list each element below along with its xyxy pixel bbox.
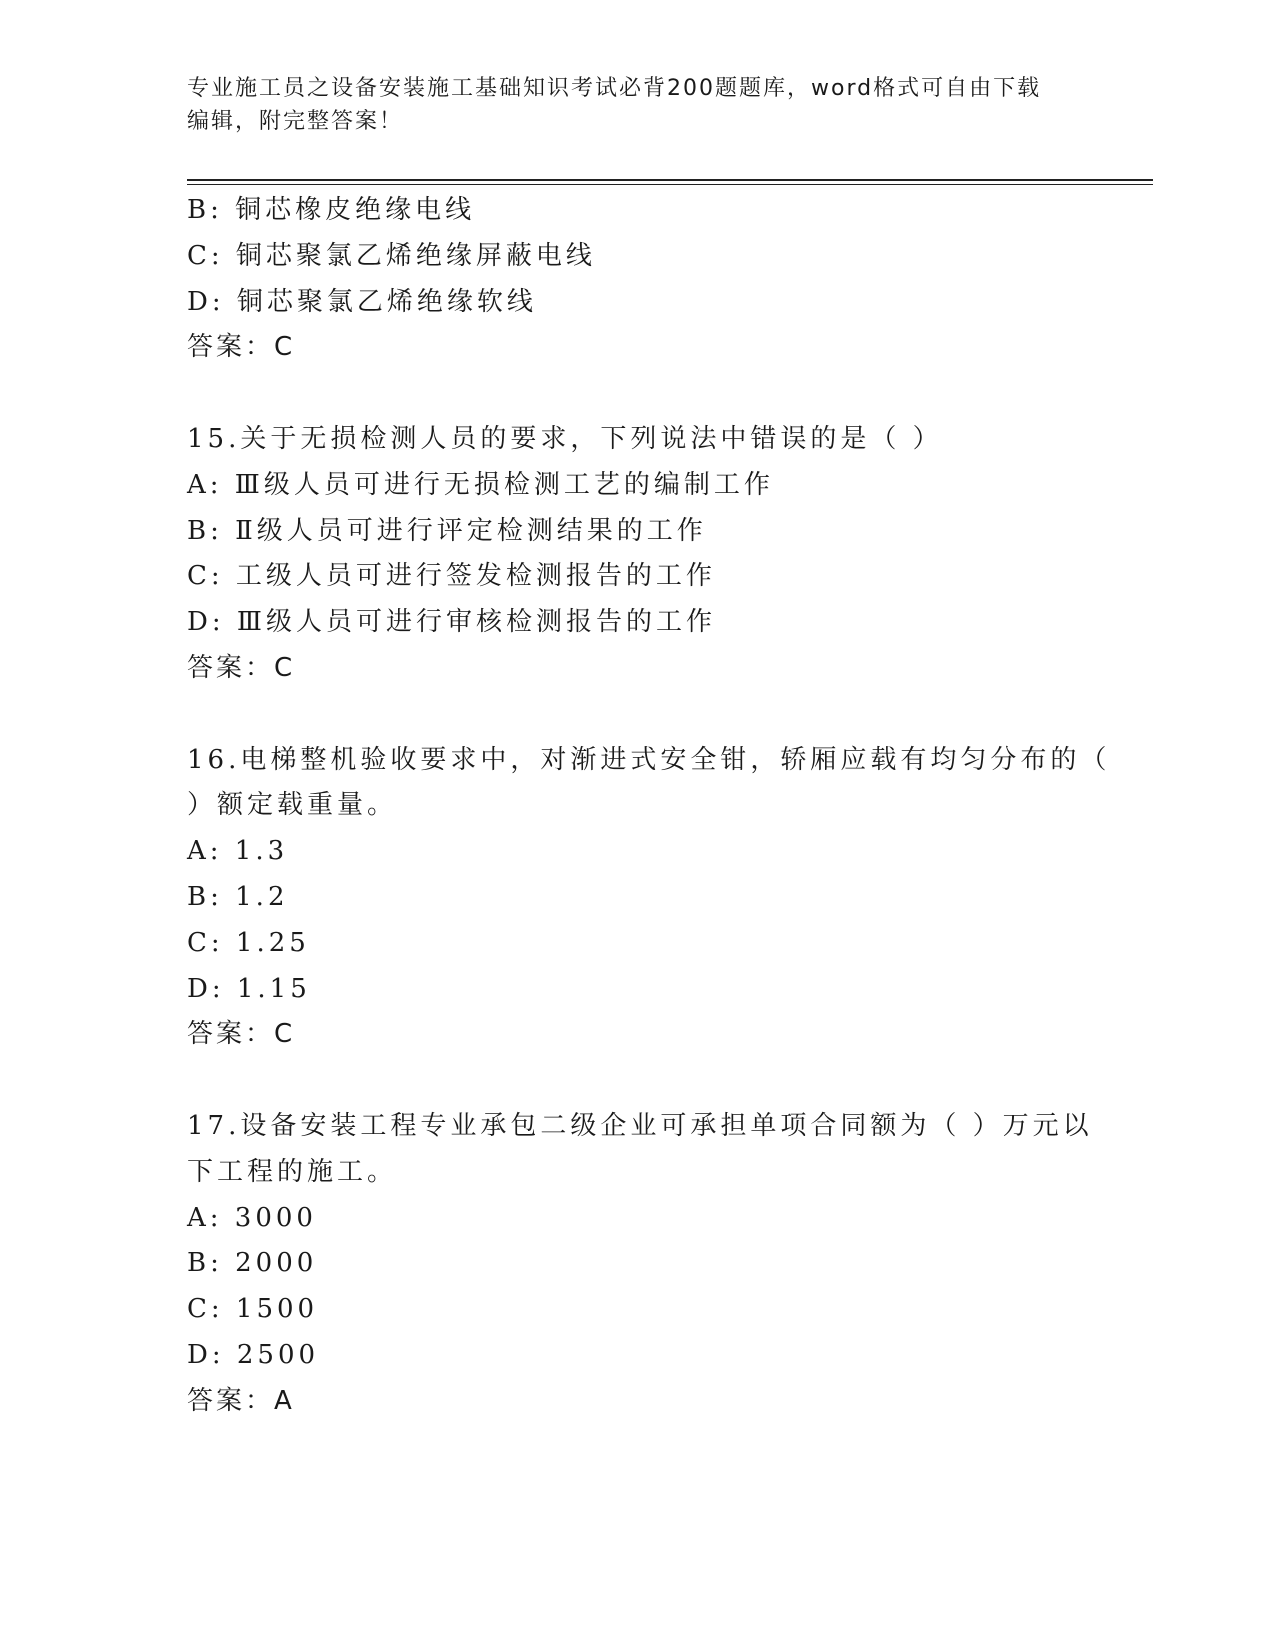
option-b: B: Ⅱ级人员可进行评定检测结果的工作: [187, 515, 707, 546]
option-d: D: 1.15: [187, 973, 311, 1004]
question-stem: 15.关于无损检测人员的要求，下列说法中错误的是（ ）: [187, 423, 943, 454]
question-17: [187, 1104, 1093, 1425]
spacer: [187, 371, 1087, 417]
option-b: B: 铜芯橡皮绝缘电线: [187, 195, 476, 225]
option-b: B: 2000: [187, 1248, 318, 1279]
option-b: B: 1.2: [187, 881, 289, 912]
answer: 答案：C: [187, 652, 296, 683]
option-d: D: 铜芯聚氯乙烯绝缘软线: [187, 286, 537, 317]
question-stem-line-2: ）额定载重量。: [187, 790, 398, 821]
question-stem-line-2: 下工程的施工。: [187, 1156, 398, 1187]
question-list: [187, 188, 1111, 1425]
option-c: C: 1.25: [187, 927, 310, 958]
question-stem-line-1: 17.设备安装工程专业承包二级企业可承担单项合同额为（ ）万元以: [187, 1110, 1093, 1141]
option-a: A: Ⅲ级人员可进行无损检测工艺的编制工作: [187, 469, 774, 500]
header-title-line-2: 编辑，附完整答案！: [187, 109, 404, 134]
header-divider: [187, 179, 1153, 181]
header-divider-thin: [187, 184, 1153, 185]
answer: 答案：C: [187, 332, 296, 363]
option-d: D: Ⅲ级人员可进行审核检测报告的工作: [187, 607, 716, 638]
header-title-line-1: 专业施工员之设备安装施工基础知识考试必背200题题库，word格式可自由下载: [187, 76, 1042, 101]
page-header: [187, 72, 1087, 138]
answer: 答案：A: [187, 1385, 295, 1416]
option-a: A: 1.3: [187, 836, 289, 867]
option-c: C: 工级人员可进行签发检测报告的工作: [187, 561, 716, 592]
option-c: C: 铜芯聚氯乙烯绝缘屏蔽电线: [187, 240, 596, 271]
option-d: D: 2500: [187, 1339, 320, 1370]
spacer: [187, 1058, 1087, 1104]
question-stem-line-1: 16.电梯整机验收要求中，对渐进式安全钳，轿厢应载有均匀分布的（: [187, 744, 1111, 775]
question-14-continued: [187, 188, 1087, 371]
answer: 答案：C: [187, 1019, 296, 1050]
question-16: [187, 738, 1111, 1059]
spacer: [187, 692, 1087, 738]
option-a: A: 3000: [187, 1202, 317, 1233]
option-c: C: 1500: [187, 1294, 319, 1325]
question-15: [187, 417, 1087, 692]
